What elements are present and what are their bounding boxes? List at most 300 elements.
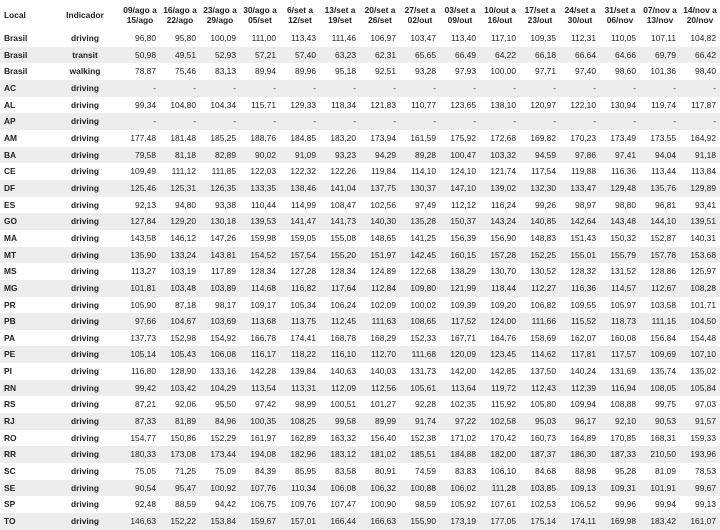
cell-value: 172,68 <box>490 132 516 143</box>
cell-indicador: driving <box>50 480 120 497</box>
cell-value: 97,41 <box>600 147 640 164</box>
cell-value: - <box>600 113 640 130</box>
cell-value: 112,67 <box>640 280 680 297</box>
cell-value: 75,09 <box>215 466 236 477</box>
cell-local: MT <box>0 247 50 264</box>
cell-value: 111,46 <box>331 33 356 43</box>
cell-value: 155,01 <box>560 247 600 264</box>
cell-value: 90,02 <box>240 147 280 164</box>
cell-value: 162,89 <box>290 432 316 443</box>
cell-value: 93,23 <box>320 147 360 164</box>
cell-value: - <box>520 80 560 97</box>
table-row <box>0 130 720 147</box>
cell-local: MA <box>4 232 18 243</box>
cell-value: 141,47 <box>280 213 320 230</box>
cell-value: 153,68 <box>680 247 720 264</box>
cell-value: 106,32 <box>360 480 400 497</box>
cell-value: 166,78 <box>250 332 276 343</box>
cell-value: 185,25 <box>210 132 236 143</box>
cell-value: 105,90 <box>130 299 156 310</box>
cell-value: 114,10 <box>411 166 436 177</box>
header-period <box>640 0 680 30</box>
cell-value: 64,22 <box>480 47 520 64</box>
cell-value: 103,19 <box>170 266 196 277</box>
cell-local: DF <box>0 180 50 197</box>
cell-value: 96,81 <box>655 199 676 210</box>
cell-value: 177,48 <box>130 132 156 143</box>
cell-indicador: driving <box>71 432 99 443</box>
table-row <box>0 247 720 264</box>
cell-value: 131,69 <box>610 366 636 377</box>
cell-value: 106,08 <box>320 480 360 497</box>
cell-value: 93,38 <box>215 199 236 210</box>
cell-value: 156,84 <box>650 332 676 343</box>
table-row <box>0 297 720 314</box>
cell-value: 141,04 <box>320 180 360 197</box>
cell-value: 171,02 <box>450 432 476 443</box>
cell-value: 146,63 <box>120 513 160 530</box>
cell-value: 82,89 <box>200 147 240 164</box>
table-row <box>0 47 720 64</box>
cell-value: 133,35 <box>240 180 280 197</box>
header-period <box>200 0 240 30</box>
header-period-line1: 24/set a <box>564 4 596 15</box>
cell-value: 99,94 <box>655 499 676 510</box>
cell-value: 125,31 <box>160 180 200 197</box>
cell-value: 155,20 <box>320 247 360 264</box>
cell-value: 99,67 <box>680 480 720 497</box>
header-period-line1: 23/ago a <box>203 4 237 15</box>
cell-value: - <box>320 113 360 130</box>
cell-value: 150,37 <box>440 213 480 230</box>
cell-value: 101,36 <box>650 66 676 77</box>
cell-value: 94,42 <box>215 499 236 510</box>
table-row <box>0 363 720 380</box>
cell-value: 154,77 <box>130 432 156 443</box>
cell-value: 186,30 <box>560 446 600 463</box>
header-period-line1: 31/set a <box>604 4 636 15</box>
cell-value: 113,44 <box>651 166 676 177</box>
cell-value: 101,91 <box>640 480 680 497</box>
cell-value: 113,31 <box>280 380 320 397</box>
cell-value: 184,88 <box>440 446 480 463</box>
header-period-line1: 14/nov a <box>683 4 717 15</box>
cell-value: 152,87 <box>650 232 676 243</box>
cell-value: 102,35 <box>450 399 476 410</box>
cell-value: 80,91 <box>375 466 396 477</box>
cell-value: 85,95 <box>295 466 316 477</box>
cell-value: 141,73 <box>320 213 360 230</box>
cell-value: 168,78 <box>330 332 356 343</box>
cell-value: 111,68 <box>400 346 440 363</box>
cell-value: 159,67 <box>240 513 280 530</box>
cell-value: 155,08 <box>330 232 356 243</box>
cell-value: 99,58 <box>320 413 360 430</box>
cell-value: - <box>400 80 440 97</box>
cell-value: 109,94 <box>570 399 596 410</box>
cell-value: 95,28 <box>615 466 636 477</box>
cell-value: 152,29 <box>210 432 236 443</box>
header-period <box>480 0 520 30</box>
cell-local: PR <box>4 299 16 310</box>
cell-local: GO <box>0 213 50 230</box>
cell-value: 57,40 <box>280 47 320 64</box>
table-row <box>0 163 720 180</box>
header-period <box>680 0 720 30</box>
cell-value: 97,93 <box>455 66 476 77</box>
cell-value: - <box>560 113 600 130</box>
cell-value: 152,33 <box>410 332 436 343</box>
cell-value: 118,73 <box>600 313 640 330</box>
cell-value: 75,05 <box>135 466 156 477</box>
cell-value: 135,28 <box>400 213 440 230</box>
cell-indicador: driving <box>71 33 99 43</box>
cell-value: 119,84 <box>371 166 396 177</box>
cell-value: 148,83 <box>530 232 556 243</box>
cell-value: 66,64 <box>560 47 600 64</box>
cell-value: 103,89 <box>200 280 240 297</box>
cell-value: 108,65 <box>400 313 440 330</box>
table-row <box>0 463 720 480</box>
cell-value: 174,41 <box>290 332 316 343</box>
cell-value: 158,69 <box>530 332 556 343</box>
cell-value: 109,69 <box>640 346 680 363</box>
cell-value: 112,39 <box>560 380 600 397</box>
cell-indicador: driving <box>71 166 99 177</box>
table-row <box>0 113 720 130</box>
cell-value: 116,80 <box>131 366 156 377</box>
header-period-line2: 19/set <box>328 15 352 25</box>
header-period-line2: 06/nov <box>606 15 634 25</box>
cell-value: 184,85 <box>290 132 316 143</box>
table-row <box>0 330 720 347</box>
cell-value: 112,70 <box>360 346 400 363</box>
cell-value: 111,66 <box>520 313 560 330</box>
cell-value: - <box>120 113 160 130</box>
cell-value: - <box>280 113 320 130</box>
cell-value: 106,75 <box>250 499 276 510</box>
cell-value: 107,76 <box>240 480 280 497</box>
cell-value: 160,15 <box>440 247 480 264</box>
cell-value: 106,24 <box>330 299 356 310</box>
cell-value: 153,84 <box>200 513 240 530</box>
header-period <box>520 0 560 30</box>
cell-indicador: driving <box>71 232 99 243</box>
cell-indicador: driving <box>71 499 99 510</box>
cell-value: 109,13 <box>560 480 600 497</box>
cell-value: 87,33 <box>120 413 160 430</box>
cell-value: 137,73 <box>130 332 156 343</box>
cell-value: 99,42 <box>120 380 160 397</box>
cell-value: 150,86 <box>170 432 196 443</box>
cell-value: 173,44 <box>200 446 240 463</box>
header-period <box>240 0 280 30</box>
cell-local: ES <box>4 199 16 210</box>
cell-value: 139,02 <box>480 180 520 197</box>
cell-indicador: driving <box>50 313 120 330</box>
cell-value: 116,94 <box>600 380 640 397</box>
cell-value: 138,29 <box>450 266 476 277</box>
cell-value: 94,04 <box>640 147 680 164</box>
cell-value: - <box>480 80 520 97</box>
cell-value: 101,71 <box>690 299 716 310</box>
cell-value: 92,10 <box>600 413 640 430</box>
cell-value: 135,90 <box>120 247 160 264</box>
cell-value: 95,03 <box>520 413 560 430</box>
cell-value: 101,27 <box>370 399 396 410</box>
cell-value: 124,10 <box>450 166 476 177</box>
cell-value: 182,00 <box>480 446 520 463</box>
cell-value: 164,89 <box>570 432 596 443</box>
cell-value: 128,32 <box>570 266 596 277</box>
cell-value: 105,43 <box>160 346 200 363</box>
cell-value: 117,57 <box>600 346 640 363</box>
cell-value: 161,97 <box>250 432 276 443</box>
cell-value: 117,89 <box>211 266 236 277</box>
cell-value: 152,22 <box>160 513 200 530</box>
cell-local: BA <box>0 147 50 164</box>
cell-value: 108,28 <box>680 280 720 297</box>
cell-value: 94,59 <box>520 147 560 164</box>
cell-value: 106,82 <box>530 299 556 310</box>
cell-value: 157,28 <box>480 247 520 264</box>
cell-value: 130,70 <box>490 266 516 277</box>
header-period <box>120 0 160 30</box>
table-row <box>0 147 720 164</box>
cell-value: 99,96 <box>615 499 636 510</box>
cell-value: 92,51 <box>375 66 396 77</box>
cell-indicador: driving <box>50 446 120 463</box>
cell-value: 119,74 <box>651 99 676 110</box>
cell-value: - <box>520 113 560 130</box>
cell-value: 97,40 <box>575 66 596 77</box>
cell-indicador: transit <box>50 47 120 64</box>
cell-value: 177,05 <box>480 513 520 530</box>
cell-value: 124,89 <box>370 266 396 277</box>
cell-value: 102,56 <box>370 199 396 210</box>
cell-value: 135,76 <box>640 180 680 197</box>
table-row <box>0 346 720 363</box>
cell-value: 98,97 <box>575 199 596 210</box>
cell-value: 118,34 <box>331 99 356 110</box>
cell-value: 152,25 <box>520 247 560 264</box>
cell-value: 97,49 <box>415 199 436 210</box>
cell-value: 164,76 <box>490 332 516 343</box>
cell-value: 107,11 <box>651 33 676 43</box>
cell-indicador: driving <box>50 80 120 97</box>
cell-value: 105,97 <box>610 299 636 310</box>
cell-value: 95,50 <box>215 399 236 410</box>
cell-value: 142,85 <box>490 366 516 377</box>
cell-value: 95,47 <box>160 480 200 497</box>
table-row <box>0 480 720 497</box>
cell-value: 109,76 <box>290 499 316 510</box>
cell-value: 164,92 <box>690 132 716 143</box>
cell-indicador: driving <box>50 147 120 164</box>
cell-value: 105,92 <box>450 499 476 510</box>
table-row <box>0 430 720 447</box>
cell-value: - <box>320 80 360 97</box>
cell-value: 112,84 <box>360 280 400 297</box>
cell-value: 157,78 <box>640 247 680 264</box>
cell-value: 159,98 <box>250 232 276 243</box>
header-period-line1: 16/ago a <box>163 4 197 15</box>
cell-value: 107,47 <box>330 499 356 510</box>
cell-value: 113,27 <box>131 266 156 277</box>
header-indicador: Indicador <box>50 0 120 30</box>
cell-value: 123,65 <box>450 99 476 110</box>
cell-value: 99,34 <box>135 99 156 110</box>
cell-value: 143,81 <box>200 247 240 264</box>
cell-value: 97,86 <box>560 147 600 164</box>
cell-value: 108,88 <box>610 399 636 410</box>
cell-value: 124,00 <box>480 313 520 330</box>
cell-value: 104,34 <box>210 99 236 110</box>
cell-value: 65,65 <box>400 47 440 64</box>
cell-value: 84,39 <box>255 466 276 477</box>
cell-value: 92,48 <box>135 499 156 510</box>
cell-value: 95,80 <box>175 33 196 43</box>
cell-indicador: driving <box>71 332 99 343</box>
cell-value: 102,53 <box>530 499 556 510</box>
cell-value: - <box>680 80 720 97</box>
cell-value: 100,00 <box>490 66 516 77</box>
cell-local: CE <box>4 166 16 177</box>
cell-value: 64,66 <box>600 47 640 64</box>
cell-indicador: driving <box>71 99 99 110</box>
cell-value: 66,42 <box>680 47 720 64</box>
cell-value: 99,75 <box>655 399 676 410</box>
table-row <box>0 230 720 247</box>
cell-value: 110,05 <box>611 33 636 43</box>
cell-value: 98,40 <box>695 66 716 77</box>
cell-local: AM <box>4 132 18 143</box>
cell-value: 98,59 <box>415 499 436 510</box>
cell-value: 92,06 <box>175 399 196 410</box>
header-period-line2: 16/out <box>487 15 513 25</box>
cell-local: MG <box>0 280 50 297</box>
cell-value: 120,97 <box>530 99 556 110</box>
cell-value: 115,71 <box>251 99 276 110</box>
cell-value: 139,53 <box>240 213 280 230</box>
cell-value: 159,33 <box>690 432 716 443</box>
cell-value: - <box>200 80 240 97</box>
cell-value: 66,49 <box>440 47 480 64</box>
cell-value: 160,73 <box>530 432 556 443</box>
cell-value: 122,68 <box>410 266 436 277</box>
cell-value: 169,82 <box>530 132 556 143</box>
cell-value: 103,48 <box>160 280 200 297</box>
cell-value: 154,92 <box>210 332 236 343</box>
cell-local: RN <box>0 380 50 397</box>
cell-value: 91,09 <box>280 147 320 164</box>
cell-value: 69,79 <box>640 47 680 64</box>
cell-value: 157,54 <box>280 247 320 264</box>
cell-value: - <box>360 80 400 97</box>
cell-value: 106,10 <box>490 466 516 477</box>
header-period-line1: 09/ago a <box>123 4 157 15</box>
cell-value: 104,80 <box>170 99 196 110</box>
cell-value: 103,58 <box>650 299 676 310</box>
cell-value: 78,87 <box>135 66 156 77</box>
header-period-line2: 26/set <box>368 15 392 25</box>
cell-value: 52,93 <box>200 47 240 64</box>
cell-value: 109,49 <box>130 166 156 177</box>
cell-value: - <box>640 113 680 130</box>
cell-value: 111,12 <box>171 166 196 177</box>
cell-value: 100,02 <box>410 299 436 310</box>
header-period-line2: 22/ago <box>166 15 194 25</box>
cell-value: 112,31 <box>571 33 596 43</box>
table-row <box>0 213 720 230</box>
cell-value: - <box>160 80 200 97</box>
cell-value: 113,64 <box>440 380 480 397</box>
cell-value: 74,59 <box>415 466 436 477</box>
cell-value: 111,15 <box>640 313 680 330</box>
cell-value: 147,10 <box>440 180 480 197</box>
cell-local: AP <box>0 113 50 130</box>
cell-indicador: driving <box>50 380 120 397</box>
cell-value: 170,23 <box>570 132 596 143</box>
cell-value: 125,46 <box>120 180 160 197</box>
table-row <box>0 396 720 413</box>
cell-value: 114,99 <box>291 199 316 210</box>
cell-value: 113,43 <box>291 33 316 43</box>
cell-value: 107,10 <box>680 346 720 363</box>
cell-value: - <box>640 80 680 97</box>
cell-value: 119,72 <box>480 380 520 397</box>
cell-value: 185,51 <box>400 446 440 463</box>
cell-indicador: driving <box>50 513 120 530</box>
cell-value: 122,03 <box>250 166 276 177</box>
cell-value: 113,54 <box>240 380 280 397</box>
cell-value: 180,33 <box>120 446 160 463</box>
cell-value: 118,44 <box>480 280 520 297</box>
cell-value: 92,28 <box>415 399 436 410</box>
header-period-line2: 29/ago <box>206 15 234 25</box>
cell-value: - <box>200 113 240 130</box>
cell-value: 116,82 <box>280 280 320 297</box>
cell-value: 139,51 <box>680 213 720 230</box>
cell-local: PB <box>0 313 50 330</box>
cell-value: 95,18 <box>335 66 356 77</box>
cell-local: SP <box>4 499 16 510</box>
cell-value: 148,65 <box>370 232 396 243</box>
header-period <box>280 0 320 30</box>
cell-local: RR <box>0 446 50 463</box>
cell-value: 144,10 <box>640 213 680 230</box>
cell-value: 122,26 <box>330 166 356 177</box>
header-period-line1: 07/nov a <box>643 4 677 15</box>
cell-indicador: driving <box>71 399 99 410</box>
cell-indicador: driving <box>50 180 120 197</box>
cell-value: 117,52 <box>440 313 480 330</box>
header-local: Local <box>0 0 50 30</box>
cell-value: 50,98 <box>120 47 160 64</box>
cell-value: 104,67 <box>160 313 200 330</box>
cell-value: 99,13 <box>695 499 716 510</box>
cell-value: 97,22 <box>440 413 480 430</box>
cell-value: 109,39 <box>450 299 476 310</box>
cell-value: 183,20 <box>330 132 356 143</box>
cell-value: 138,46 <box>280 180 320 197</box>
cell-value: 133,24 <box>160 247 200 264</box>
cell-value: 100,88 <box>400 480 440 497</box>
cell-value: 135,02 <box>690 366 716 377</box>
cell-value: 173,55 <box>650 132 676 143</box>
cell-value: 194,08 <box>240 446 280 463</box>
cell-value: 141,25 <box>410 232 436 243</box>
